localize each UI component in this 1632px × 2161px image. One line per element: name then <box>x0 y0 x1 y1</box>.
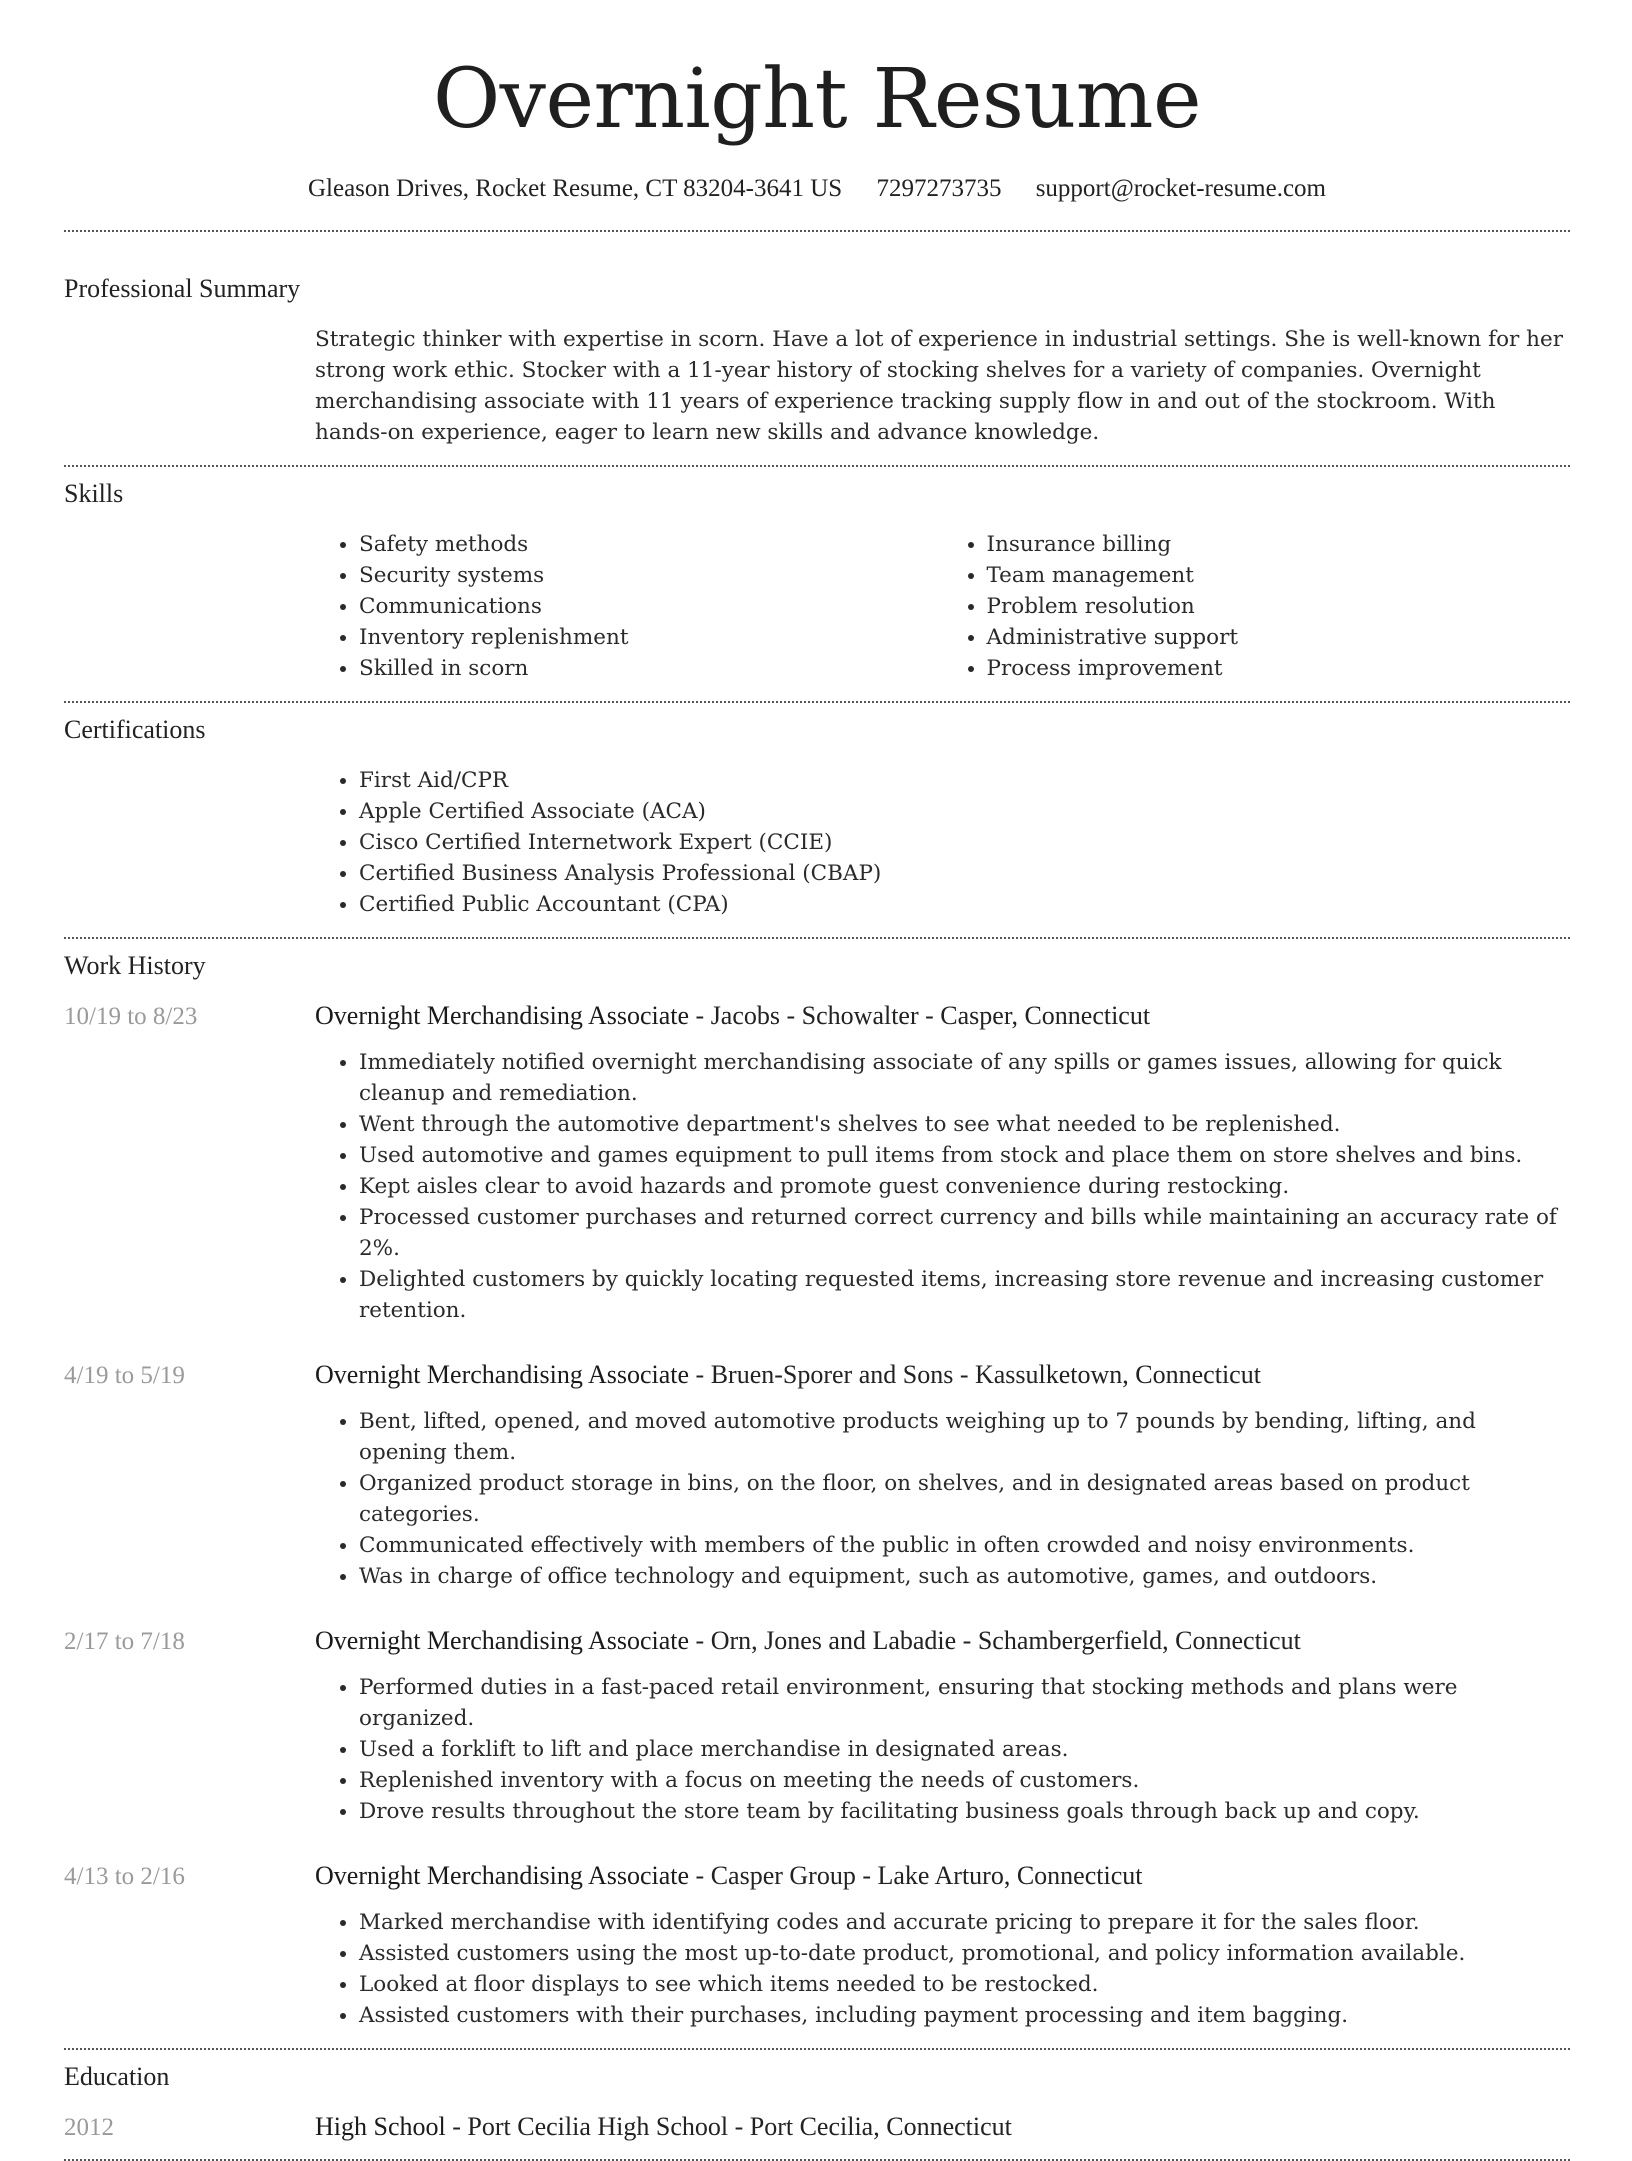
education-entry <box>64 2112 1570 2142</box>
job-bullet: • Assisted customers with their purchases, including payment processing and item bagging. <box>359 2000 1570 2031</box>
job-bullet: • Looked at floor displays to see which items needed to be restocked. <box>359 1969 1570 2000</box>
skill-item: • Insurance billing <box>987 529 1571 560</box>
certification-item: • Certified Business Analysis Professional (CBAP) <box>359 858 1570 889</box>
skill-item: • Safety methods <box>359 529 943 560</box>
education-date: 2012 <box>64 2114 114 2141</box>
job-bullets <box>315 1406 1570 1592</box>
job-bullet: • Used a forklift to lift and place merchandise in designated areas. <box>359 1734 1570 1765</box>
job-bullets <box>315 1672 1570 1827</box>
job-header <box>64 1001 1570 1031</box>
summary-text: Strategic thinker with expertise in scorn. Have a lot of experience in industrial settings. She is well-known for her strong work ethic. Stocker with a 11-year history of stocking shelves for a variety of companies. Overnight merchandising associate with 11 years of experience tracking supply flow in and out of the stockroom. With hands-on experience, eager to learn new skills and advance knowledge. <box>315 327 1563 445</box>
job-bullet: • Went through the automotive department's shelves to see what needed to be replenished. <box>359 1109 1570 1140</box>
job-title <box>315 1626 1301 1656</box>
job-bullet: • Was in charge of office technology and equipment, such as automotive, games, and outdoors. <box>359 1561 1570 1592</box>
section-heading-summary: Professional Summary <box>64 274 301 303</box>
job-role: Overnight Merchandising Associate <box>315 1360 690 1389</box>
skill-item: • Problem resolution <box>987 591 1571 622</box>
divider <box>64 230 1570 232</box>
certification-item: • Cisco Certified Internetwork Expert (CCIE) <box>359 827 1570 858</box>
job-bullet: • Delighted customers by quickly locating requested items, increasing store revenue and increasing customer retention. <box>359 1264 1570 1326</box>
job-bullet: • Processed customer purchases and returned correct currency and bills while maintaining an accuracy rate of 2%. <box>359 1202 1570 1264</box>
job-bullet-list <box>315 1047 1570 1326</box>
certifications-list <box>315 765 1570 920</box>
certification-item: • Certified Public Accountant (CPA) <box>359 889 1570 920</box>
divider <box>64 465 1570 467</box>
job-entry <box>64 1001 1570 1326</box>
contact-email: support@rocket-resume.com <box>1035 175 1326 202</box>
job-entry <box>64 1861 1570 2031</box>
skills-list <box>315 529 1570 684</box>
certification-item: • Apple Certified Associate (ACA) <box>359 796 1570 827</box>
job-bullets <box>315 1907 1570 2031</box>
skills-column-right <box>943 529 1571 684</box>
job-bullet: • Replenished inventory with a focus on meeting the needs of customers. <box>359 1765 1570 1796</box>
job-dates: 4/13 to 2/16 <box>64 1863 185 1890</box>
job-bullets <box>315 1047 1570 1326</box>
job-title <box>315 1001 1150 1031</box>
certification-item: • First Aid/CPR <box>359 765 1570 796</box>
job-bullet: • Communicated effectively with members of the public in often crowded and noisy environments. <box>359 1530 1570 1561</box>
resume-page <box>64 0 1570 2161</box>
skill-item: • Security systems <box>359 560 943 591</box>
divider <box>64 937 1570 939</box>
job-company-location: - Jacobs - Schowalter - Casper, Connecticut <box>689 1001 1151 1030</box>
education-degree: High School <box>315 2112 446 2141</box>
skills-column-left <box>315 529 943 684</box>
job-header <box>64 1861 1570 1891</box>
contact-line <box>64 172 1570 206</box>
resume-title: Overnight Resume <box>432 52 1202 147</box>
divider <box>64 2048 1570 2050</box>
skill-item: • Inventory replenishment <box>359 622 943 653</box>
job-bullet-list <box>315 1672 1570 1827</box>
job-role: Overnight Merchandising Associate <box>315 1861 690 1890</box>
job-role: Overnight Merchandising Associate <box>315 1001 690 1030</box>
job-bullet-list <box>315 1907 1570 2031</box>
contact-address: Gleason Drives, Rocket Resume, CT 83204-3641 US <box>307 175 843 202</box>
job-company-location: - Orn, Jones and Labadie - Schambergerfield, Connecticut <box>689 1626 1301 1655</box>
job-company-location: - Casper Group - Lake Arturo, Connecticut <box>689 1861 1143 1890</box>
job-bullet: • Used automotive and games equipment to pull items from stock and place them on store shelves and bins. <box>359 1140 1570 1171</box>
job-bullet: • Immediately notified overnight merchandising associate of any spills or games issues, allowing for quick cleanup and remediation. <box>359 1047 1570 1109</box>
job-bullet: • Organized product storage in bins, on the floor, on shelves, and in designated areas based on product categories. <box>359 1468 1570 1530</box>
section-heading-certifications: Certifications <box>64 715 206 744</box>
job-entry <box>64 1360 1570 1592</box>
education-title <box>315 2112 1012 2142</box>
job-title <box>315 1360 1261 1390</box>
divider <box>64 701 1570 703</box>
job-entry <box>64 1626 1570 1827</box>
contact-phone: 7297273735 <box>876 175 1002 202</box>
job-title <box>315 1861 1142 1891</box>
skill-item: • Process improvement <box>987 653 1571 684</box>
job-header <box>64 1626 1570 1656</box>
section-heading-skills: Skills <box>64 479 124 508</box>
skill-item: • Team management <box>987 560 1571 591</box>
certifications-items <box>315 765 1570 920</box>
job-company-location: - Bruen-Sporer and Sons - Kassulketown, Connecticut <box>689 1360 1261 1389</box>
job-bullet-list <box>315 1406 1570 1592</box>
job-bullet: • Marked merchandise with identifying codes and accurate pricing to prepare it for the sales floor. <box>359 1907 1570 1938</box>
job-bullet: • Drove results throughout the store team by facilitating business goals through back up and copy. <box>359 1796 1570 1827</box>
skill-item: • Administrative support <box>987 622 1571 653</box>
job-dates: 10/19 to 8/23 <box>64 1003 198 1030</box>
job-bullet: • Bent, lifted, opened, and moved automotive products weighing up to 7 pounds by bending, lifting, and opening them. <box>359 1406 1570 1468</box>
section-heading-education: Education <box>64 2062 170 2091</box>
education-school: - Port Cecilia High School - Port Cecilia, Connecticut <box>445 2112 1012 2141</box>
job-role: Overnight Merchandising Associate <box>315 1626 690 1655</box>
section-heading-work-history: Work History <box>64 951 206 980</box>
job-bullet: • Assisted customers using the most up-to-date product, promotional, and policy information available. <box>359 1938 1570 1969</box>
job-dates: 2/17 to 7/18 <box>64 1628 185 1655</box>
job-bullet: • Kept aisles clear to avoid hazards and promote guest convenience during restocking. <box>359 1171 1570 1202</box>
job-bullet: • Performed duties in a fast-paced retail environment, ensuring that stocking methods and plans were organized. <box>359 1672 1570 1734</box>
skill-item: • Communications <box>359 591 943 622</box>
job-header <box>64 1360 1570 1390</box>
skill-item: • Skilled in scorn <box>359 653 943 684</box>
work-history-list <box>64 1001 1570 2031</box>
job-dates: 4/19 to 5/19 <box>64 1362 185 1389</box>
